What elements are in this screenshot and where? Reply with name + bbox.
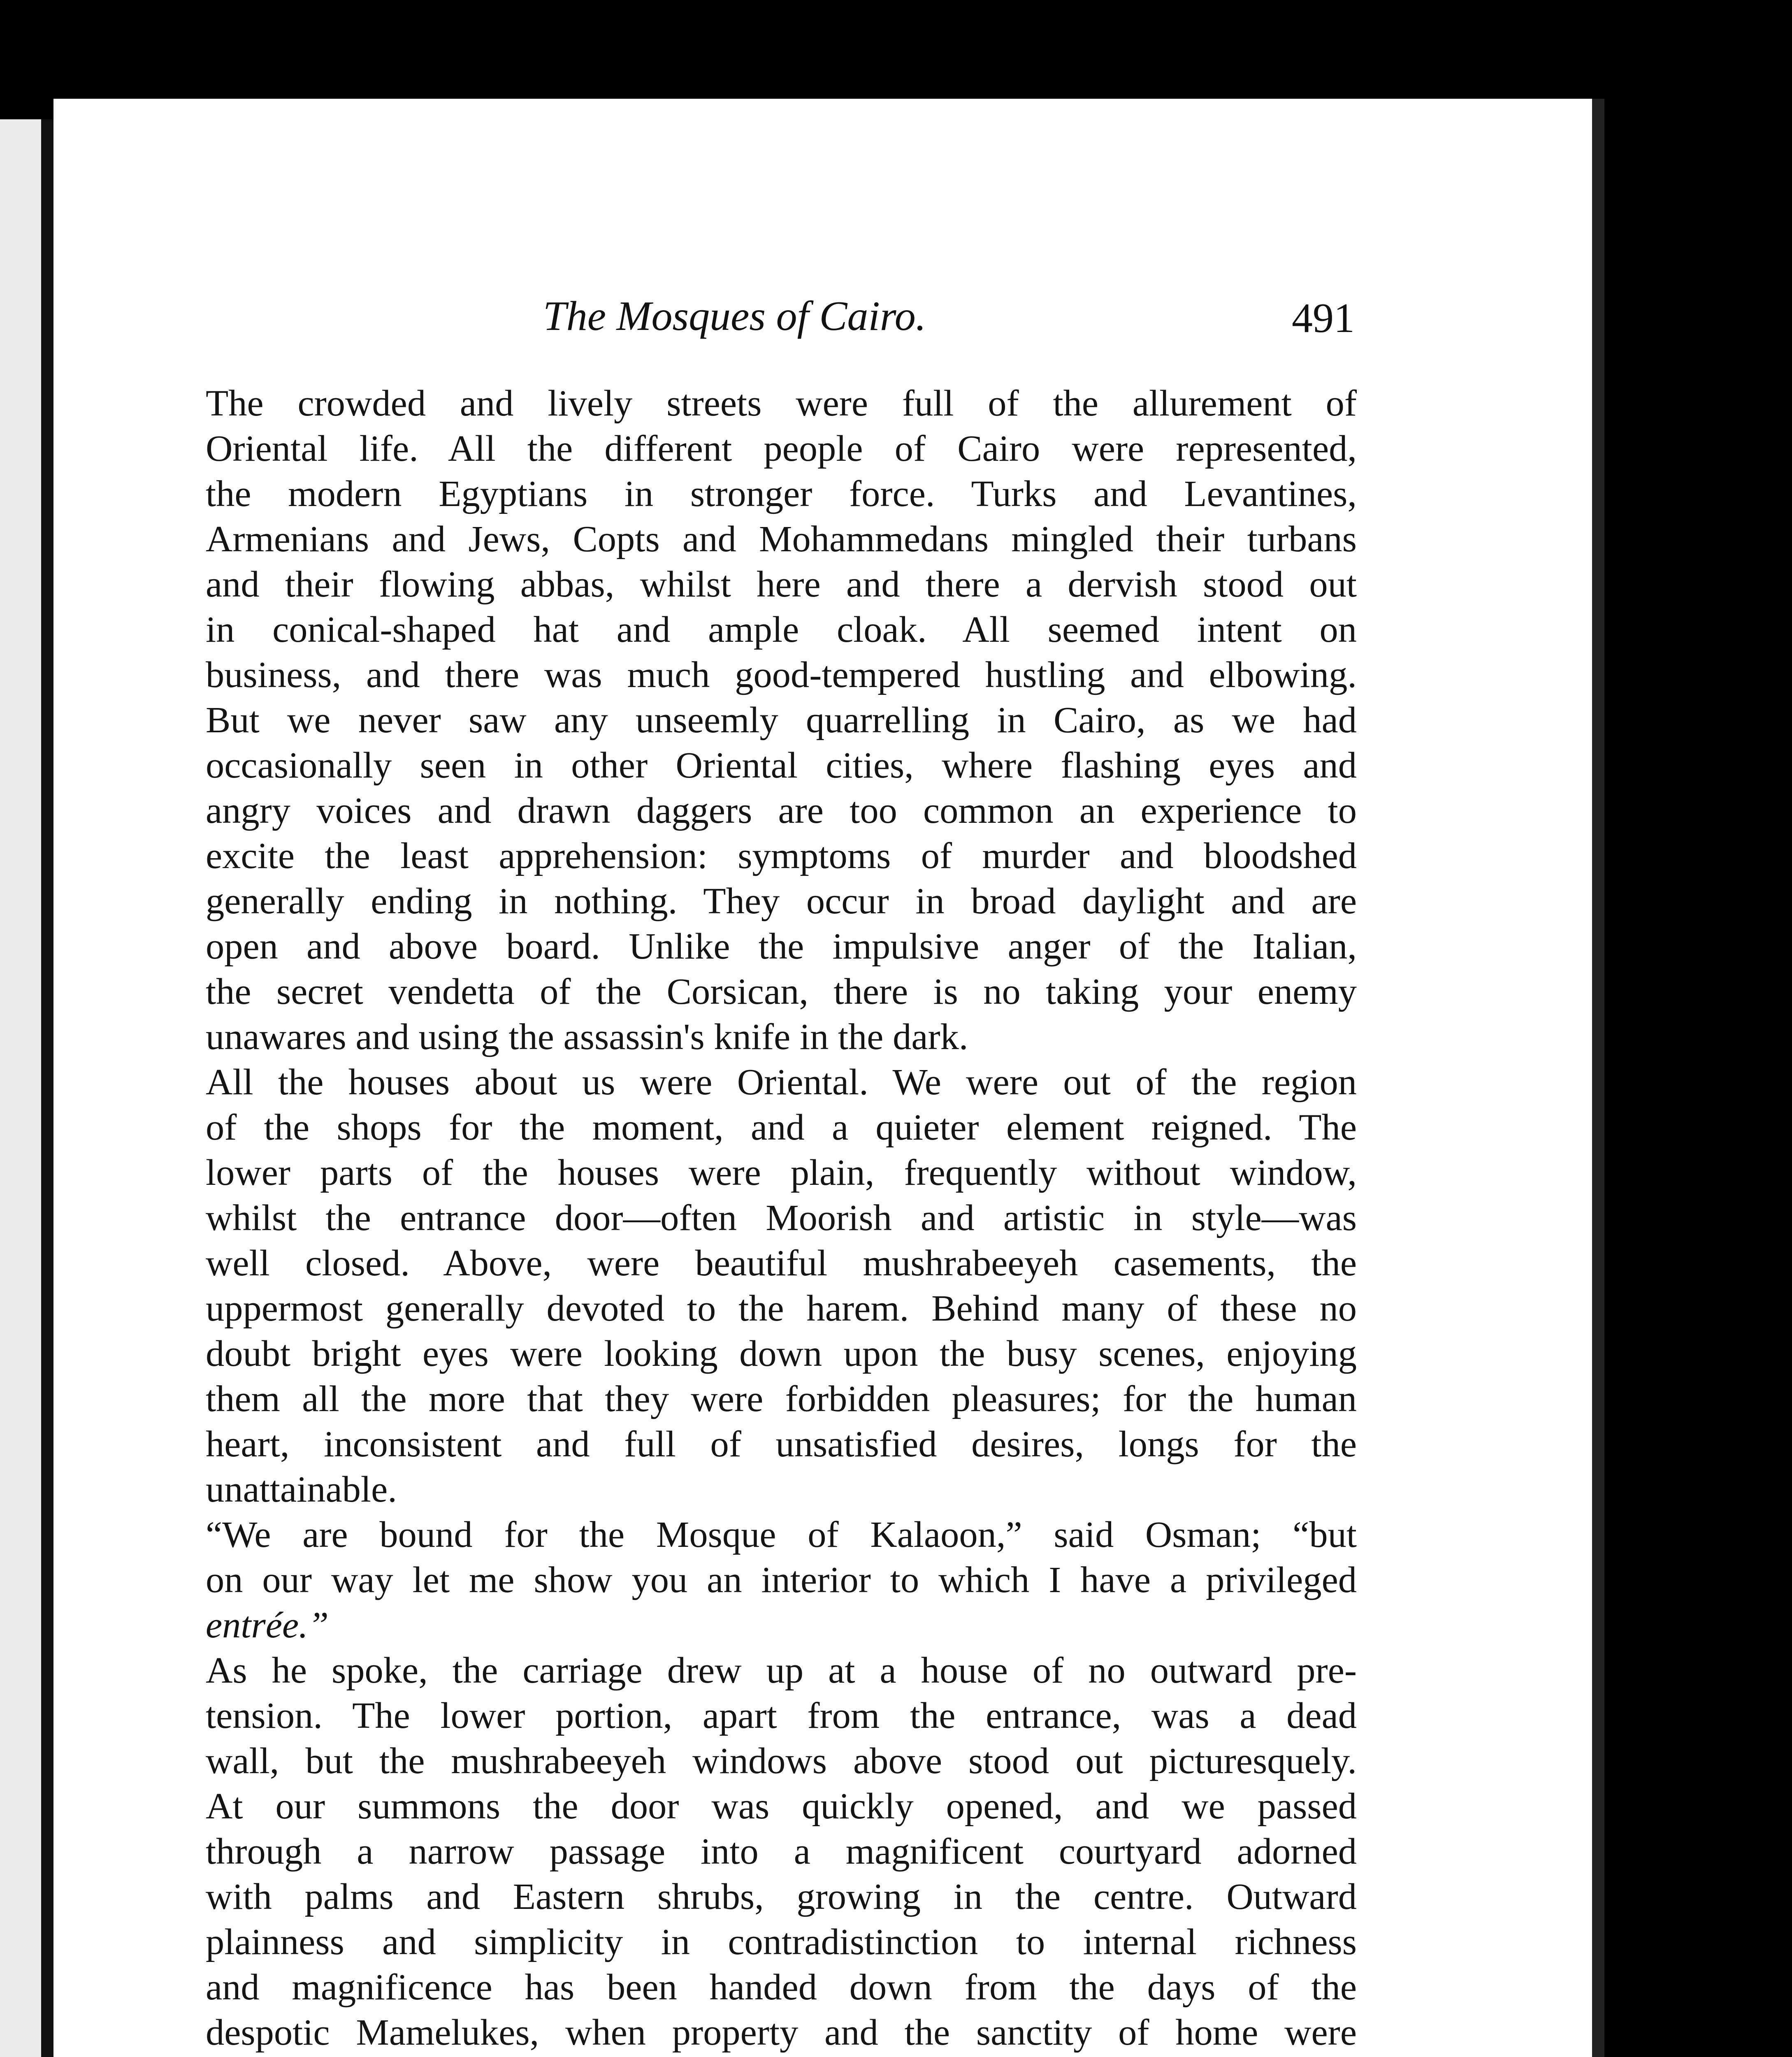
text-line: business, and there was much good-tempered hustling and elbowing. [206,654,1357,695]
paragraph [160,1512,1357,1648]
text-line: whilst the entrance door—often Moorish and artistic in style—was [206,1197,1357,1238]
paragraph [160,381,1357,1059]
text-line: All the houses about us were Oriental. We were out of the region [206,1061,1357,1103]
page-number: 491 [1292,295,1355,341]
text-line: through a narrow passage into a magnificent courtyard adorned [206,1830,1357,1872]
text-line: Armenians and Jews, Copts and Mohammedans mingled their turbans [206,518,1357,560]
text-line: wall, but the mushrabeeyeh windows above stood out picturesquely. [206,1740,1357,1781]
text-line: As he spoke, the carriage drew up at a house of no outward pre- [206,1649,1357,1691]
text-line: in conical-shaped hat and ample cloak. All seemed intent on [206,608,1357,650]
text-line: generally ending in nothing. They occur in broad daylight and are [206,880,1357,922]
paragraph [160,1059,1357,1512]
text-line: unawares and using the assassin's knife in the dark. [206,1016,968,1057]
text-line: Oriental life. All the different people of Cairo were represented, [206,427,1357,469]
text-line: excite the least apprehension: symptoms of murder and bloodshed [206,835,1357,876]
page-edge-shadow [1592,99,1604,2057]
text-line: doubt bright eyes were looking down upon the busy scenes, enjoying [206,1333,1357,1374]
text-line: with palms and Eastern shrubs, growing in the centre. Outward [206,1876,1357,1917]
text-line: them all the more that they were forbidden pleasures; for the human [206,1378,1357,1419]
text-line: on our way let me show you an interior to which I have a privileged [206,1559,1357,1600]
text-line: and their flowing abbas, whilst here and there a dervish stood out [206,563,1357,605]
gutter-shadow [41,119,53,2057]
paragraph [160,1648,1357,2057]
text-line: open and above board. Unlike the impulsive anger of the Italian, [206,925,1357,967]
text-line: heart, inconsistent and full of unsatisfied desires, longs for the [206,1423,1357,1465]
text-line: occasionally seen in other Oriental cities, where flashing eyes and [206,744,1357,786]
text-line: uppermost generally devoted to the harem. Behind many of these no [206,1287,1357,1329]
text-line: angry voices and drawn daggers are too common an experience to [206,789,1357,831]
body-text [160,381,1357,2057]
text-line [160,2055,1357,2057]
text-line: of the shops for the moment, and a quieter element reigned. The [206,1106,1357,1148]
text-line: tension. The lower portion, apart from the entrance, was a dead [206,1695,1357,1736]
text-line: despotic Mamelukes, when property and the sanctity of home were [206,2011,1357,2053]
italic-word: entrée.” [206,1604,329,1646]
text-line: At our summons the door was quickly opened, and we passed [206,1785,1357,1827]
text-line: But we never saw any unseemly quarrelling in Cairo, as we had [206,699,1357,741]
text-line: plainness and simplicity in contradistinction to internal richness [206,1921,1357,1962]
text-line: the secret vendetta of the Corsican, there is no taking your enemy [206,970,1357,1012]
text-line [160,1602,1357,1648]
text-line: unattainable. [206,1468,397,1510]
text-line: “We are bound for the Mosque of Kalaoon,” said Osman; “but [206,1514,1357,1555]
text-line: lower parts of the houses were plain, frequently without window, [206,1152,1357,1193]
text-line: The crowded and lively streets were full of the allurement of [206,382,1357,424]
adjacent-page-edge [0,119,41,2057]
running-title: The Mosques of Cairo. [543,293,926,339]
text-line: well closed. Above, were beautiful mushrabeeyeh casements, the [206,1242,1357,1284]
text-line: the modern Egyptians in stronger force. Turks and Levantines, [206,473,1357,514]
text-line: and magnificence has been handed down from the days of the [206,1966,1357,2008]
